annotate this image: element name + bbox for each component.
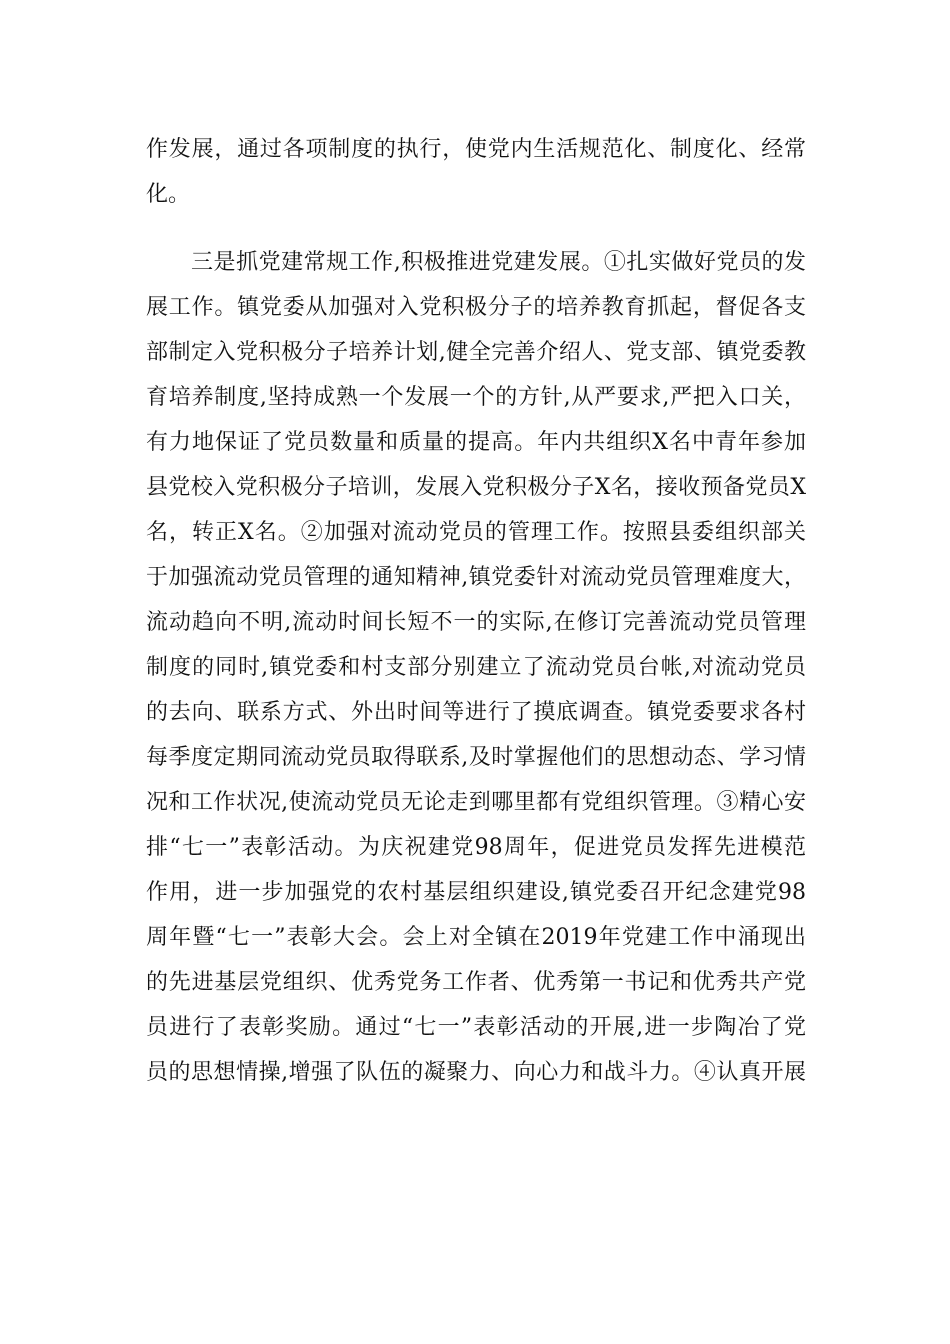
text-line: 况和工作状况,使流动党员无论走到哪里都有党组织管理。③精心安 <box>146 790 806 815</box>
text-line: 作用，进一步加强党的农村基层组织建设,镇党委召开纪念建党98 <box>146 880 806 905</box>
text-line: 县党校入党积极分子培训，发展入党积极分子X名，接收预备党员X <box>146 475 806 500</box>
text-line: 员的思想情操,增强了队伍的凝聚力、向心力和战斗力。④认真开展 <box>146 1060 806 1085</box>
text-line: 育培养制度,坚持成熟一个发展一个的方针,从严要求,严把入口关， <box>146 385 806 410</box>
text-line: 作发展，通过各项制度的执行，使党内生活规范化、制度化、经常 <box>146 137 806 162</box>
paragraph-continuation <box>146 127 806 217</box>
text-line: 有力地保证了党员数量和质量的提高。年内共组织X名中青年参加 <box>146 430 806 455</box>
text-line: 制度的同时,镇党委和村支部分别建立了流动党员台帐,对流动党员 <box>146 655 806 680</box>
text-line: 化。 <box>146 182 191 207</box>
text-line: 部制定入党积极分子培养计划,健全完善介绍人、党支部、镇党委教 <box>146 340 806 365</box>
text-line: 周年暨“七一”表彰大会。会上对全镇在2019年党建工作中涌现出 <box>146 925 806 950</box>
text-line: 的去向、联系方式、外出时间等进行了摸底调查。镇党委要求各村 <box>146 700 806 725</box>
text-line: 员进行了表彰奖励。通过“七一”表彰活动的开展,进一步陶冶了党 <box>146 1015 806 1040</box>
text-line: 排“七一”表彰活动。为庆祝建党98周年，促进党员发挥先进模范 <box>146 835 806 860</box>
text-line: 每季度定期同流动党员取得联系,及时掌握他们的思想动态、学习情 <box>146 745 806 770</box>
text-line: 于加强流动党员管理的通知精神,镇党委针对流动党员管理难度大， <box>146 565 806 590</box>
text-line: 的先进基层党组织、优秀党务工作者、优秀第一书记和优秀共产党 <box>146 970 806 995</box>
text-line: 名，转正X名。②加强对流动党员的管理工作。按照县委组织部关 <box>146 520 806 545</box>
text-line: 流动趋向不明,流动时间长短不一的实际,在修订完善流动党员管理 <box>146 610 806 635</box>
text-line: 展工作。镇党委从加强对入党积极分子的培养教育抓起，督促各支 <box>146 295 806 320</box>
paragraph-main <box>146 240 806 1095</box>
text-line: 三是抓党建常规工作,积极推进党建发展。①扎实做好党员的发 <box>146 250 806 275</box>
